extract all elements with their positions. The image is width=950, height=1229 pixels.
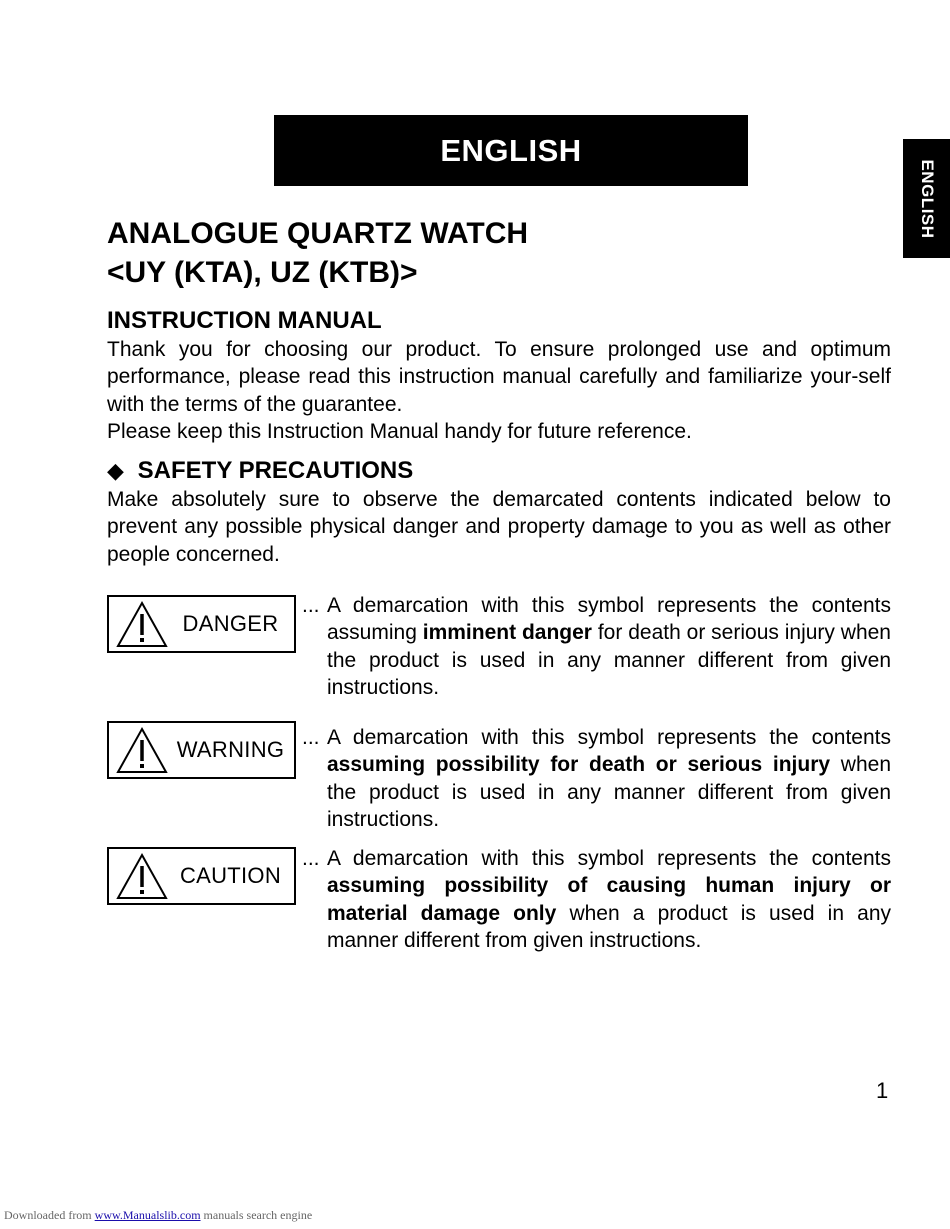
language-banner — [274, 115, 748, 186]
warning-leader-dots: ... — [302, 726, 320, 749]
warning-triangle-icon — [116, 726, 168, 774]
caution-description-end: when a product is used in any manner different from given instructions. — [327, 901, 891, 952]
danger-description-end: for death or serious injury when the product is used in any manner different from given instructions. — [327, 621, 891, 699]
danger-leader-dots: ... — [302, 594, 320, 617]
warning-description — [327, 724, 891, 833]
safety-section — [107, 456, 891, 568]
download-footer — [4, 1208, 312, 1223]
danger-label: DANGER — [182, 611, 279, 636]
safety-heading-row — [107, 456, 891, 486]
safety-intro: Make absolutely sure to observe the demarcated contents indicated below to prevent any possible physical danger and property damage to you as well as other people concerned. — [107, 488, 891, 566]
manualslib-link[interactable]: www.Manualslib.com — [94, 1208, 201, 1222]
language-side-tab — [903, 139, 950, 258]
warning-description-start: A demarcation with this symbol represents the contents — [327, 726, 891, 749]
language-side-tab-label: ENGLISH — [917, 158, 937, 239]
caution-description-start: A demarcation with this symbol represents the contents — [327, 847, 891, 870]
caution-description — [327, 845, 891, 954]
footer-suffix: manuals search engine — [200, 1208, 313, 1222]
language-banner-label: ENGLISH — [440, 132, 582, 168]
danger-description-start: A demarcation with this symbol represents the contents assuming — [327, 594, 891, 645]
warning-description-emphasis: assuming possibility for death or serious injury — [327, 753, 831, 777]
instruction-reference-note: Please keep this Instruction Manual handy for future reference. — [107, 419, 692, 443]
caution-leader-dots: ... — [302, 847, 320, 870]
warning-label: WARNING — [176, 737, 285, 762]
warning-triangle-icon — [116, 852, 168, 900]
instruction-section — [107, 306, 891, 445]
warning-triangle-icon — [116, 600, 168, 648]
warning-symbol-box — [107, 721, 296, 779]
instruction-heading: INSTRUCTION MANUAL — [107, 307, 382, 334]
diamond-bullet-icon: ◆ — [107, 458, 124, 483]
danger-description-emphasis: imminent danger — [422, 621, 592, 645]
safety-heading: SAFETY PRECAUTIONS — [137, 457, 414, 484]
danger-description — [327, 592, 891, 701]
caution-label: CAUTION — [179, 863, 282, 888]
document-title-line2: <UY (KTA), UZ (KTB)> — [107, 256, 418, 289]
page-number: 1 — [876, 1078, 889, 1103]
warning-description-end: when the product is used in any manner different from given instructions. — [327, 753, 891, 831]
document-title — [107, 214, 707, 292]
danger-symbol-box — [107, 595, 296, 653]
caution-symbol-box — [107, 847, 296, 905]
caution-description-emphasis: assuming possibility of causing human injury or material damage only — [327, 874, 891, 925]
footer-prefix: Downloaded from — [4, 1208, 95, 1222]
instruction-paragraph: Thank you for choosing our product. To ensure prolonged use and optimum performance, please read this instruction manual carefully and familiarize your-self with the terms of the guarantee. — [107, 338, 891, 416]
document-title-line1: ANALOGUE QUARTZ WATCH — [107, 217, 529, 250]
